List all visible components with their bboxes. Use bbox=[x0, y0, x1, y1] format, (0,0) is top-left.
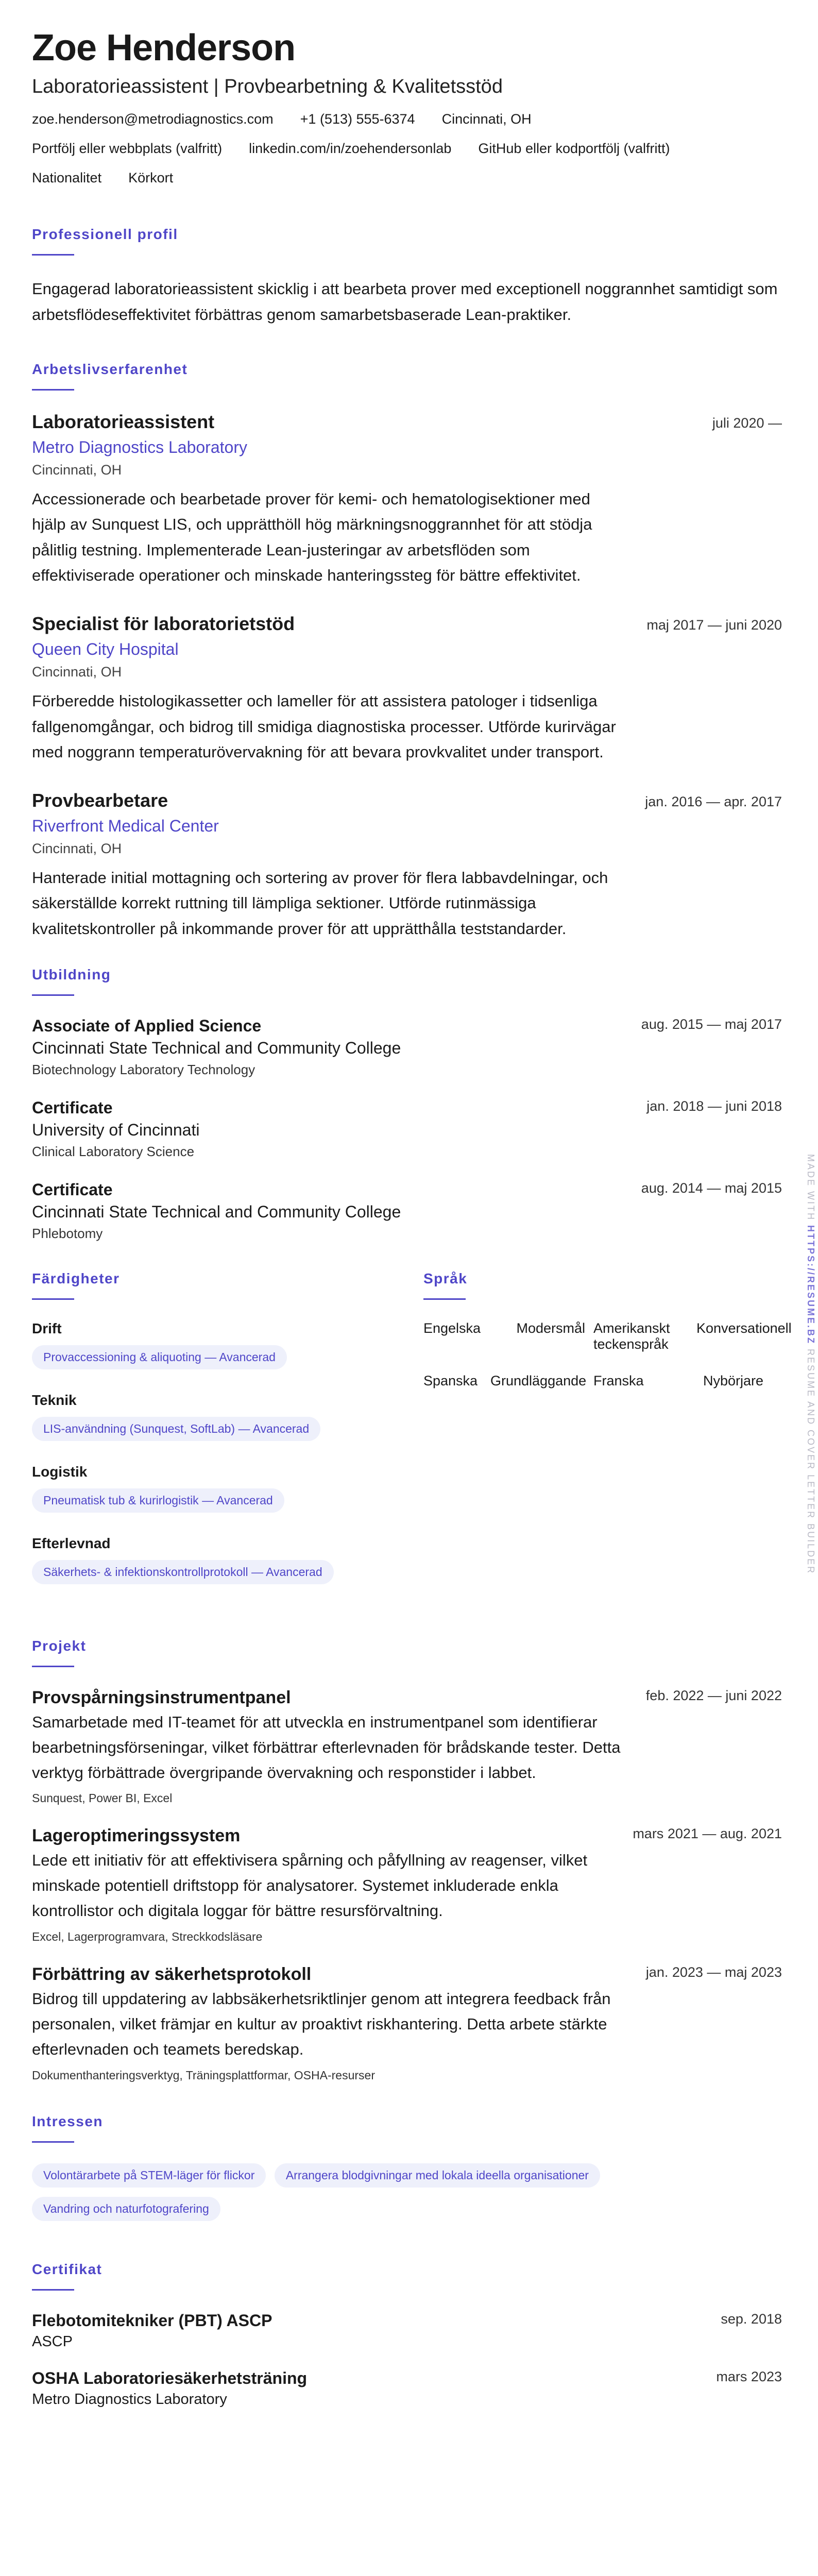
project-item bbox=[32, 1964, 782, 2082]
language-name: Engelska bbox=[423, 1320, 481, 1336]
project-date: mars 2021 — aug. 2021 bbox=[633, 1826, 782, 1842]
job-location: Cincinnati, OH bbox=[32, 840, 122, 856]
edu-date: aug. 2015 — maj 2017 bbox=[641, 1016, 782, 1032]
candidate-headline: Laboratorieassistent | Provbearbetning & Kvalitetsstöd bbox=[32, 76, 503, 98]
certificate-issuer: ASCP bbox=[32, 2333, 73, 2350]
language-level: Modersmål bbox=[516, 1320, 585, 1336]
candidate-name: Zoe Henderson bbox=[32, 27, 296, 69]
education-item bbox=[32, 1180, 782, 1242]
profile-text: Engagerad laboratorieassistent skicklig i att bearbeta prover med exceptionell noggrannhet samtidigt som arbetsflödeseffektivitet förbättras genom samarbetsbaserade Lean-praktiker. bbox=[32, 280, 778, 324]
languages-column bbox=[423, 1270, 792, 1607]
section-divider bbox=[32, 994, 74, 996]
project-description: Bidrog till uppdatering av labbsäkerhetsriktlinjer genom att integrera feedback från personalen, vilket främjar en kultur av proaktivt riskhantering. Detta arbete stärkte efterlevnaden och teamets beredskap. bbox=[32, 1990, 611, 2059]
edu-field: Clinical Laboratory Science bbox=[32, 1143, 195, 1159]
interests-title: Intressen bbox=[32, 2113, 103, 2130]
language-name: Spanska bbox=[423, 1372, 478, 1388]
projects-title: Projekt bbox=[32, 1637, 87, 1654]
contact-location: Cincinnati, OH bbox=[441, 111, 532, 127]
watermark-suffix: RESUME AND COVER LETTER BUILDER bbox=[806, 1349, 816, 1575]
interest-chip: Arrangera blodgivningar med lokala ideella organisationer bbox=[275, 2163, 600, 2188]
job-company[interactable]: Riverfront Medical Center bbox=[32, 816, 219, 835]
certificates-section bbox=[32, 2261, 782, 2408]
project-tech: Sunquest, Power BI, Excel bbox=[32, 1791, 173, 1805]
watermark-link[interactable]: HTTPS://RESUME.BZ bbox=[806, 1225, 816, 1345]
skill-group bbox=[32, 1535, 423, 1594]
experience-section bbox=[32, 361, 782, 942]
certificate-name: Flebotomitekniker (PBT) ASCP bbox=[32, 2311, 272, 2330]
project-description: Lede ett initiativ för att effektivisera spårning och påfyllning av reagenser, vilket minskade potentiell driftstopp för analysatorer. Systemet inkluderade enkla kontrollistor och digitala loggar för bättre resursförvaltning. bbox=[32, 1851, 588, 1920]
education-title: Utbildning bbox=[32, 966, 111, 982]
education-section bbox=[32, 967, 782, 1242]
job-location: Cincinnati, OH bbox=[32, 462, 122, 478]
contact-phone[interactable]: +1 (513) 555-6374 bbox=[300, 111, 415, 127]
skill-chip: Säkerhets- & infektionskontrollprotokoll — Avancerad bbox=[32, 1560, 334, 1584]
education-item bbox=[32, 1016, 782, 1078]
contact-linkedin[interactable]: linkedin.com/in/zoehendersonlab bbox=[249, 141, 452, 157]
skills-languages-section bbox=[32, 1270, 792, 1607]
certificates-title: Certifikat bbox=[32, 2261, 103, 2278]
skill-category: Teknik bbox=[32, 1392, 77, 1408]
language-level: Nybörjare bbox=[703, 1372, 763, 1388]
certificate-issuer: Metro Diagnostics Laboratory bbox=[32, 2391, 227, 2408]
contact-portfolio[interactable]: Portfölj eller webbplats (valfritt) bbox=[32, 141, 223, 157]
languages-title: Språk bbox=[423, 1270, 468, 1286]
contact-email[interactable]: zoe.henderson@metrodiagnostics.com bbox=[32, 111, 274, 127]
language-level: Konversationell bbox=[696, 1320, 792, 1336]
job-company[interactable]: Metro Diagnostics Laboratory bbox=[32, 437, 247, 456]
contact-nationality: Nationalitet bbox=[32, 170, 102, 186]
edu-date: aug. 2014 — maj 2015 bbox=[641, 1180, 782, 1196]
contact-extra bbox=[32, 170, 782, 199]
job-date: jan. 2016 — apr. 2017 bbox=[645, 793, 782, 809]
project-item bbox=[32, 1826, 782, 1944]
job-company[interactable]: Queen City Hospital bbox=[32, 640, 179, 658]
certificate-name: OSHA Laboratoriesäkerhetsträning bbox=[32, 2369, 308, 2388]
edu-degree: Certificate bbox=[32, 1098, 113, 1117]
experience-item bbox=[32, 790, 782, 942]
skill-chip: LIS-användning (Sunquest, SoftLab) — Avancerad bbox=[32, 1417, 320, 1441]
interests-section bbox=[32, 2113, 782, 2230]
project-title: Lageroptimeringssystem bbox=[32, 1826, 241, 1846]
edu-field: Biotechnology Laboratory Technology bbox=[32, 1061, 255, 1077]
project-item bbox=[32, 1688, 782, 1806]
language-name: Amerikanskt teckenspråk bbox=[593, 1320, 670, 1352]
interest-chip: Volontärarbete på STEM-läger för flickor bbox=[32, 2163, 266, 2188]
language-name: Franska bbox=[593, 1372, 644, 1388]
contact-github[interactable]: GitHub eller kodportfölj (valfritt) bbox=[478, 141, 670, 157]
skill-group bbox=[32, 1464, 423, 1522]
edu-school: Cincinnati State Technical and Community College bbox=[32, 1202, 401, 1221]
job-date: juli 2020 — bbox=[712, 415, 782, 431]
skill-group bbox=[32, 1320, 423, 1379]
skill-category: Drift bbox=[32, 1320, 62, 1336]
profile-section bbox=[32, 226, 782, 328]
skill-category: Efterlevnad bbox=[32, 1535, 111, 1551]
job-description: Förberedde histologikassetter och lameller för att assistera patologer i tidsenliga fallgenomgångar, och bidrog till smidiga diagnostiska processer. Utförde kurirvägar med noggrann temperaturövervakning för att bevara provkvalitet under transport. bbox=[32, 692, 616, 761]
contact-info bbox=[32, 111, 782, 141]
project-description: Samarbetade med IT-teamet för att utveckla en instrumentpanel som identifierar bearbetningsförseningar, vilket förbättrar efterlevnaden för brådskande tester. Detta verktyg förbättrade övergripande övervakning och responstider i labbet. bbox=[32, 1713, 621, 1782]
job-role: Specialist för laboratorietstöd bbox=[32, 613, 295, 634]
skill-chip: Pneumatisk tub & kurirlogistik — Avancerad bbox=[32, 1488, 284, 1513]
skills-column bbox=[32, 1270, 423, 1607]
skill-category: Logistik bbox=[32, 1463, 88, 1480]
interest-chip: Vandring och naturfotografering bbox=[32, 2197, 220, 2221]
project-date: jan. 2023 — maj 2023 bbox=[645, 1964, 782, 1980]
certificate-item bbox=[32, 2369, 782, 2408]
experience-title: Arbetslivserfarenhet bbox=[32, 361, 188, 377]
project-tech: Dokumenthanteringsverktyg, Träningsplattformar, OSHA-resurser bbox=[32, 2069, 375, 2082]
certificate-date: sep. 2018 bbox=[721, 2311, 782, 2327]
builder-watermark bbox=[797, 1154, 816, 1618]
section-divider bbox=[423, 1298, 466, 1300]
section-divider bbox=[32, 254, 74, 256]
section-divider bbox=[32, 389, 74, 391]
resume-page bbox=[32, 27, 792, 2408]
profile-title: Professionell profil bbox=[32, 226, 178, 243]
skill-group bbox=[32, 1392, 423, 1450]
section-divider bbox=[32, 1666, 74, 1667]
job-date: maj 2017 — juni 2020 bbox=[646, 617, 782, 633]
job-role: Provbearbetare bbox=[32, 789, 168, 811]
certificate-date: mars 2023 bbox=[716, 2369, 782, 2385]
edu-field: Phlebotomy bbox=[32, 1225, 103, 1241]
languages-list bbox=[423, 1320, 792, 1389]
contact-license: Körkort bbox=[128, 170, 174, 186]
experience-item bbox=[32, 411, 782, 588]
edu-date: jan. 2018 — juni 2018 bbox=[646, 1098, 782, 1114]
education-item bbox=[32, 1098, 782, 1160]
watermark-prefix: MADE WITH bbox=[806, 1154, 816, 1221]
edu-degree: Certificate bbox=[32, 1180, 113, 1199]
edu-school: Cincinnati State Technical and Community College bbox=[32, 1038, 401, 1057]
section-divider bbox=[32, 2141, 74, 2143]
section-divider bbox=[32, 1298, 74, 1300]
section-divider bbox=[32, 2289, 74, 2291]
job-role: Laboratorieassistent bbox=[32, 411, 215, 432]
job-location: Cincinnati, OH bbox=[32, 664, 122, 680]
project-title: Provspårningsinstrumentpanel bbox=[32, 1687, 291, 1707]
edu-degree: Associate of Applied Science bbox=[32, 1016, 262, 1035]
projects-section bbox=[32, 1638, 782, 2083]
job-description: Hanterade initial mottagning och sortering av prover för flera labbavdelningar, och säkerställde korrekt ruttning till lämpliga sektioner. Utförde rutinmässiga kvalitetskontroller på inkommande prover för att upprätthålla teststandarder. bbox=[32, 868, 608, 938]
language-level: Grundläggande bbox=[490, 1372, 587, 1388]
skills-title: Färdigheter bbox=[32, 1270, 120, 1286]
job-description: Accessionerade och bearbetade prover för kemi- och hematologisektioner med hjälp av Sunquest LIS, och upprätthöll hög märkningsnoggrannhet för att stödja pålitlig testning. Implementerade Lean-justeringar av arbetsflöden som effektiviserade operationer och minskade hanteringssteg för bättre effektivitet. bbox=[32, 489, 592, 585]
project-title: Förbättring av säkerhetsprotokoll bbox=[32, 1964, 312, 1985]
project-date: feb. 2022 — juni 2022 bbox=[645, 1687, 782, 1703]
interests-list bbox=[32, 2163, 782, 2230]
skill-chip: Provaccessioning & aliquoting — Avancerad bbox=[32, 1345, 287, 1369]
project-tech: Excel, Lagerprogramvara, Streckkodsläsare bbox=[32, 1930, 263, 1944]
edu-school: University of Cincinnati bbox=[32, 1120, 200, 1139]
contact-links bbox=[32, 141, 782, 170]
experience-item bbox=[32, 613, 782, 765]
certificate-item bbox=[32, 2311, 782, 2350]
